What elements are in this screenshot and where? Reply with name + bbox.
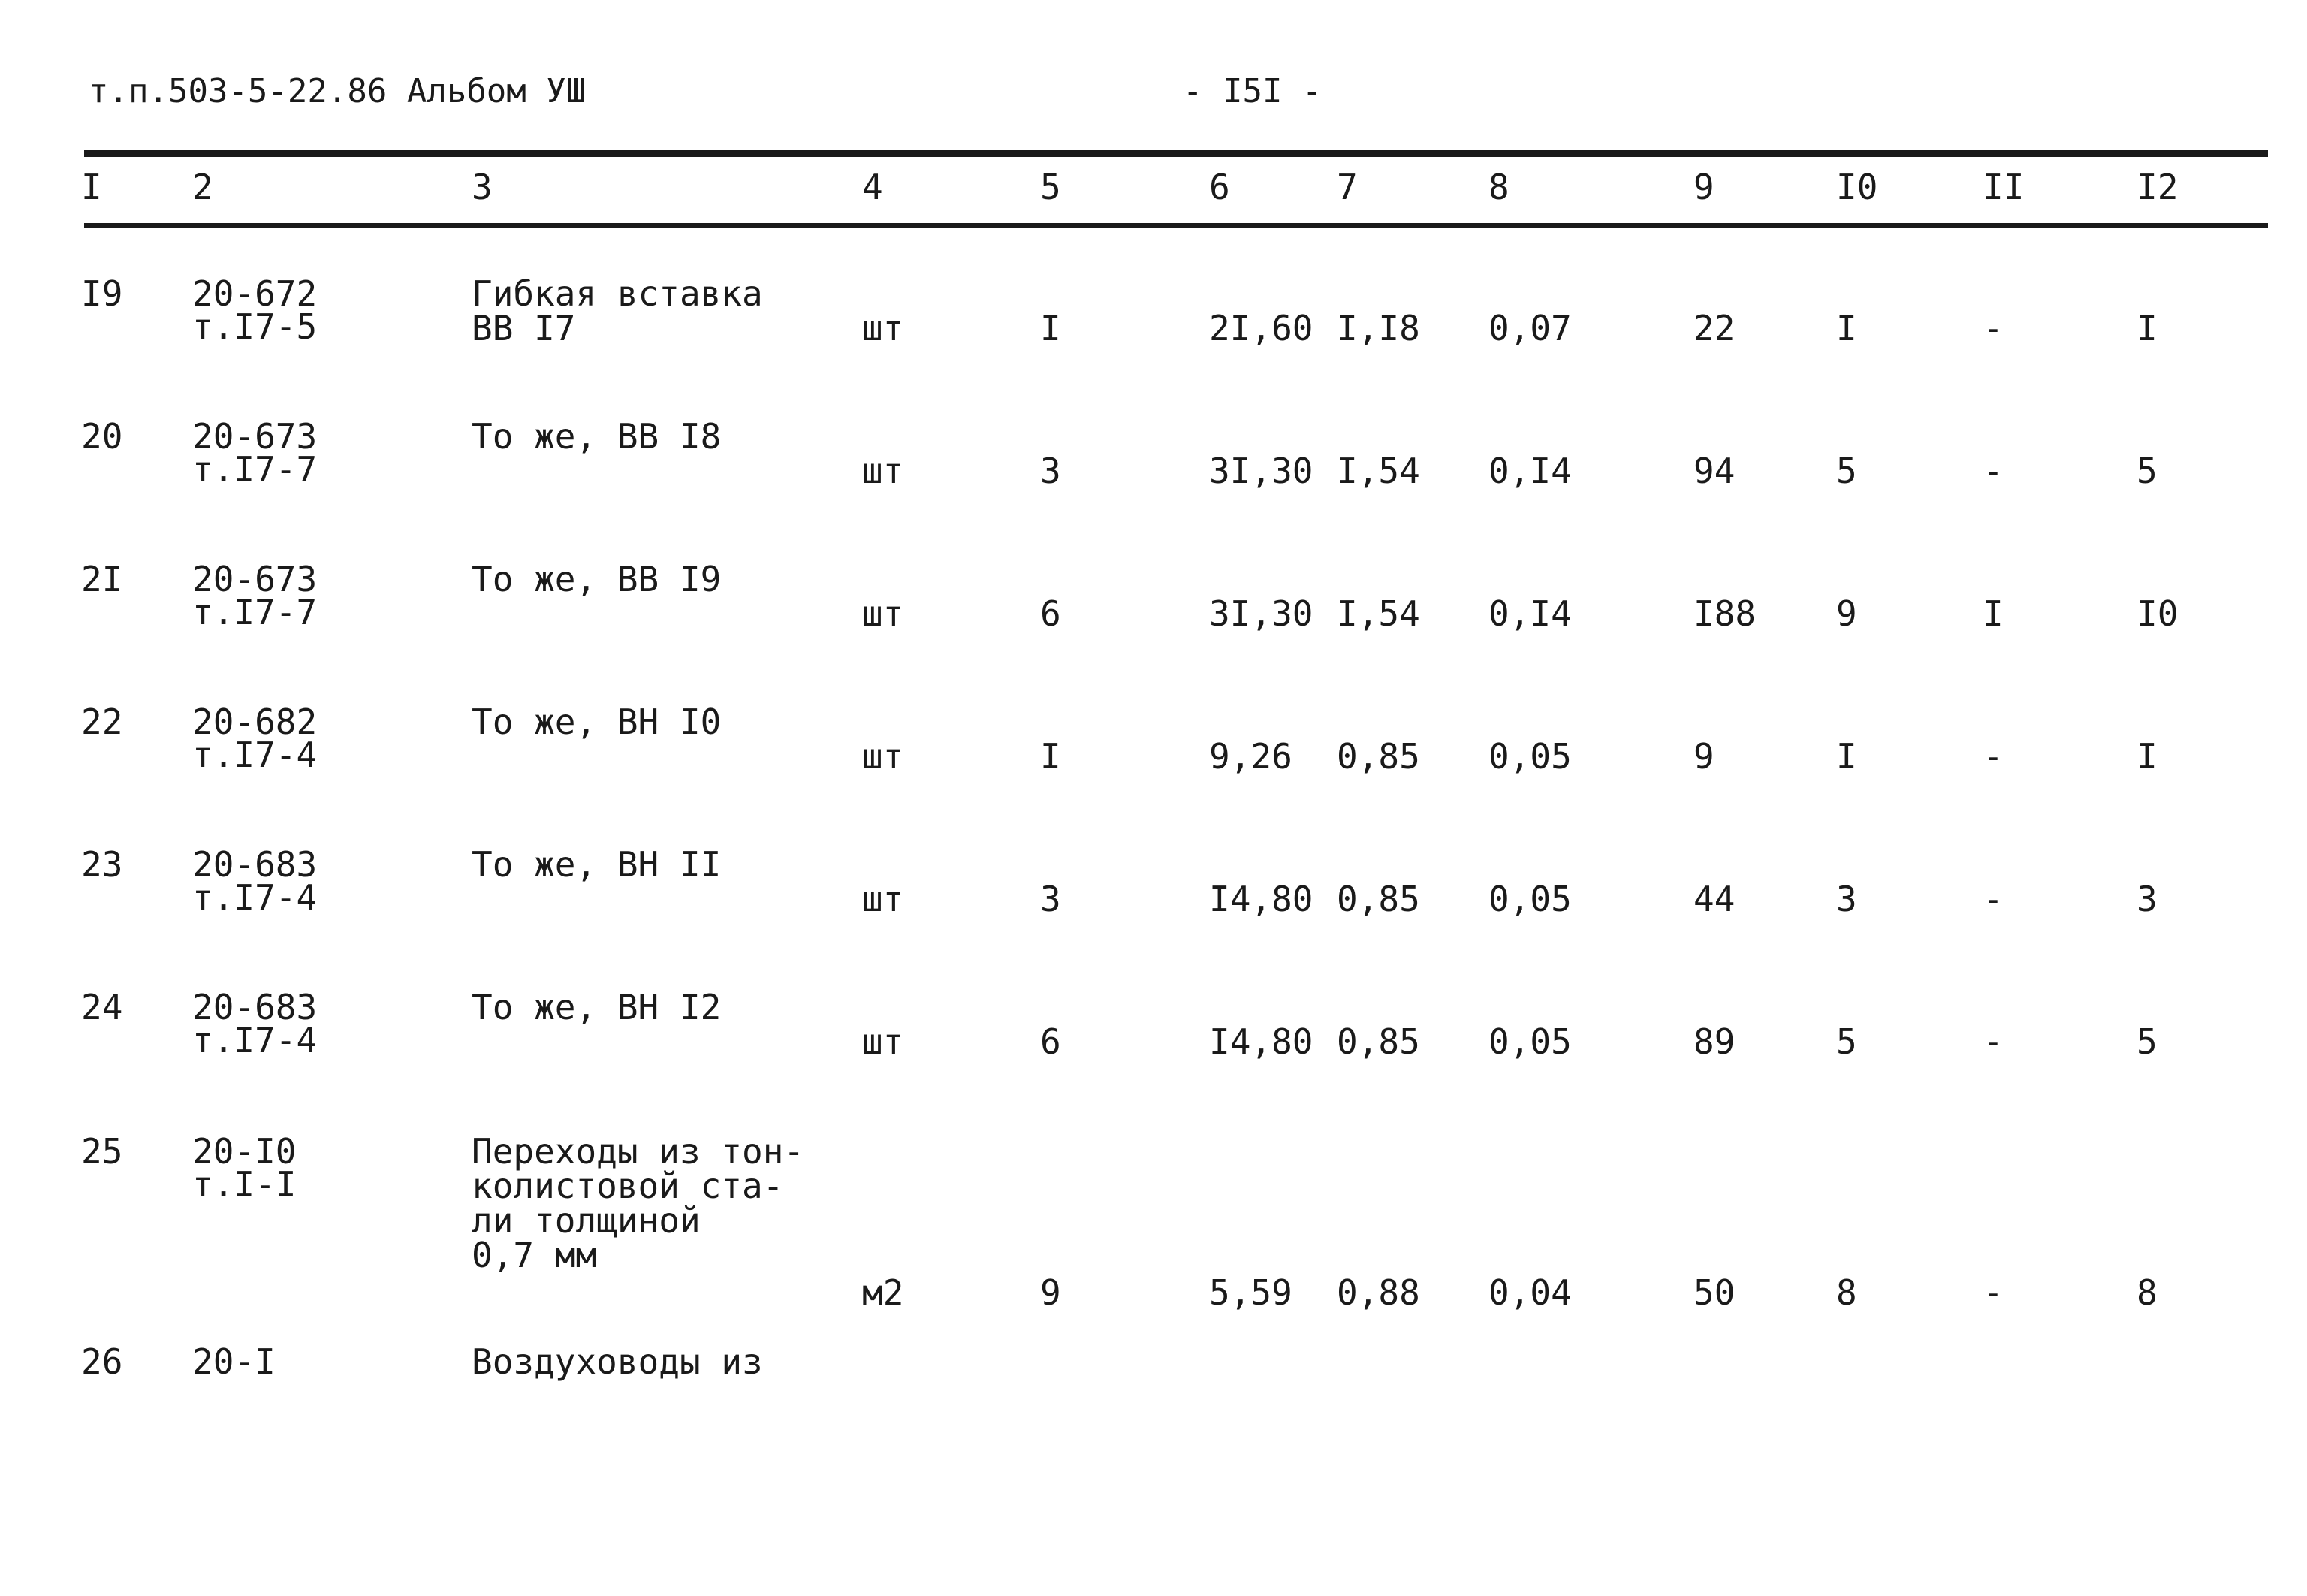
value-col-9: 22 xyxy=(1693,308,1736,348)
reference-code: 20-673 xyxy=(192,559,318,599)
quantity-cell: 6 xyxy=(1040,593,1061,634)
reference-table: т.I7-4 xyxy=(192,735,318,775)
column-number: I0 xyxy=(1836,167,1878,207)
value-col-6: 9,26 xyxy=(1209,736,1292,777)
column-number: 6 xyxy=(1209,167,1230,207)
value-col-7: 0,85 xyxy=(1337,1021,1420,1062)
value-col-12: 3 xyxy=(2137,879,2158,919)
column-number: I xyxy=(81,167,102,207)
unit-cell: шт xyxy=(862,593,904,634)
value-col-7: I,54 xyxy=(1337,593,1420,634)
value-col-8: 0,I4 xyxy=(1488,593,1572,634)
reference-table: т.I-I xyxy=(192,1164,297,1205)
column-number: 8 xyxy=(1488,167,1509,207)
quantity-cell: I xyxy=(1040,308,1061,348)
reference-table: т.I7-4 xyxy=(192,1020,318,1060)
row-number: 23 xyxy=(81,844,123,885)
value-col-7: 0,85 xyxy=(1337,879,1420,919)
value-col-10: 8 xyxy=(1836,1272,1857,1313)
item-description: То же, ВН I2 xyxy=(472,987,722,1027)
row-number: 2I xyxy=(81,559,123,599)
reference-table: т.I7-7 xyxy=(192,592,318,632)
reference-code: 20-I xyxy=(192,1341,276,1382)
item-description: То же, ВН I0 xyxy=(472,701,722,742)
reference-code: 20-683 xyxy=(192,987,318,1027)
value-col-12: 5 xyxy=(2137,451,2158,491)
column-number: 4 xyxy=(862,167,883,207)
value-col-9: I88 xyxy=(1693,593,1757,634)
value-col-6: 2I,60 xyxy=(1209,308,1313,348)
item-description: То же, ВН II xyxy=(472,844,722,885)
value-col-10: I xyxy=(1836,308,1857,348)
unit-cell: шт xyxy=(862,736,904,777)
quantity-cell: 6 xyxy=(1040,1021,1061,1062)
reference-table: т.I7-4 xyxy=(192,877,318,918)
value-col-6: 3I,30 xyxy=(1209,451,1313,491)
value-col-9: 89 xyxy=(1693,1021,1736,1062)
column-number: II xyxy=(1983,167,2025,207)
column-number: 3 xyxy=(472,167,493,207)
value-col-9: 94 xyxy=(1693,451,1736,491)
value-col-9: 9 xyxy=(1693,736,1714,777)
row-number: 20 xyxy=(81,416,123,457)
quantity-cell: 3 xyxy=(1040,879,1061,919)
value-col-6: 3I,30 xyxy=(1209,593,1313,634)
value-col-9: 44 xyxy=(1693,879,1736,919)
value-col-6: 5,59 xyxy=(1209,1272,1292,1313)
value-col-11: - xyxy=(1983,308,2004,348)
value-col-10: I xyxy=(1836,736,1857,777)
value-col-8: 0,07 xyxy=(1488,308,1572,348)
value-col-11: I xyxy=(1983,593,2004,634)
value-col-10: 5 xyxy=(1836,451,1857,491)
reference-code: 20-I0 xyxy=(192,1131,297,1172)
column-number: 2 xyxy=(192,167,213,207)
value-col-8: 0,05 xyxy=(1488,879,1572,919)
column-number: 5 xyxy=(1040,167,1061,207)
value-col-11: - xyxy=(1983,1021,2004,1062)
value-col-11: - xyxy=(1983,879,2004,919)
value-col-12: I xyxy=(2137,308,2158,348)
reference-table: т.I7-7 xyxy=(192,449,318,490)
item-description: То же, ВВ I8 xyxy=(472,416,722,457)
row-number: 24 xyxy=(81,987,123,1027)
value-col-10: 9 xyxy=(1836,593,1857,634)
row-number: 22 xyxy=(81,701,123,742)
column-number: 7 xyxy=(1337,167,1358,207)
item-description: Гибкая вставка ВВ I7 xyxy=(472,273,763,348)
document-reference: т.п.503-5-22.86 Альбом УШ xyxy=(89,72,587,110)
value-col-11: - xyxy=(1983,1272,2004,1313)
reference-code: 20-682 xyxy=(192,701,318,742)
value-col-12: 5 xyxy=(2137,1021,2158,1062)
value-col-9: 50 xyxy=(1693,1272,1736,1313)
row-number: 26 xyxy=(81,1341,123,1382)
value-col-11: - xyxy=(1983,451,2004,491)
table-top-rule xyxy=(84,150,2268,157)
value-col-12: 8 xyxy=(2137,1272,2158,1313)
value-col-8: 0,05 xyxy=(1488,1021,1572,1062)
table-header-rule xyxy=(84,223,2268,228)
value-col-6: I4,80 xyxy=(1209,1021,1313,1062)
value-col-12: I xyxy=(2137,736,2158,777)
quantity-cell: I xyxy=(1040,736,1061,777)
reference-table: т.I7-5 xyxy=(192,306,318,347)
column-number: 9 xyxy=(1693,167,1714,207)
column-number: I2 xyxy=(2137,167,2179,207)
value-col-7: 0,85 xyxy=(1337,736,1420,777)
reference-code: 20-672 xyxy=(192,273,318,314)
item-description: Воздуховоды из xyxy=(472,1341,763,1382)
value-col-7: I,I8 xyxy=(1337,308,1420,348)
unit-cell: шт xyxy=(862,451,904,491)
unit-cell: шт xyxy=(862,879,904,919)
value-col-7: 0,88 xyxy=(1337,1272,1420,1313)
value-col-8: 0,04 xyxy=(1488,1272,1572,1313)
quantity-cell: 9 xyxy=(1040,1272,1061,1313)
row-number: I9 xyxy=(81,273,123,314)
reference-code: 20-673 xyxy=(192,416,318,457)
value-col-12: I0 xyxy=(2137,593,2179,634)
unit-cell: шт xyxy=(862,308,904,348)
value-col-7: I,54 xyxy=(1337,451,1420,491)
item-description: То же, ВВ I9 xyxy=(472,559,722,599)
row-number: 25 xyxy=(81,1131,123,1172)
value-col-8: 0,05 xyxy=(1488,736,1572,777)
unit-cell: шт xyxy=(862,1021,904,1062)
page-number: - I5I - xyxy=(1183,72,1322,110)
value-col-11: - xyxy=(1983,736,2004,777)
value-col-6: I4,80 xyxy=(1209,879,1313,919)
value-col-10: 5 xyxy=(1836,1021,1857,1062)
item-description: Переходы из тон- колистовой ста- ли толщиной 0,7 мм xyxy=(472,1131,805,1275)
value-col-8: 0,I4 xyxy=(1488,451,1572,491)
reference-code: 20-683 xyxy=(192,844,318,885)
value-col-10: 3 xyxy=(1836,879,1857,919)
unit-cell: м2 xyxy=(862,1272,904,1313)
quantity-cell: 3 xyxy=(1040,451,1061,491)
